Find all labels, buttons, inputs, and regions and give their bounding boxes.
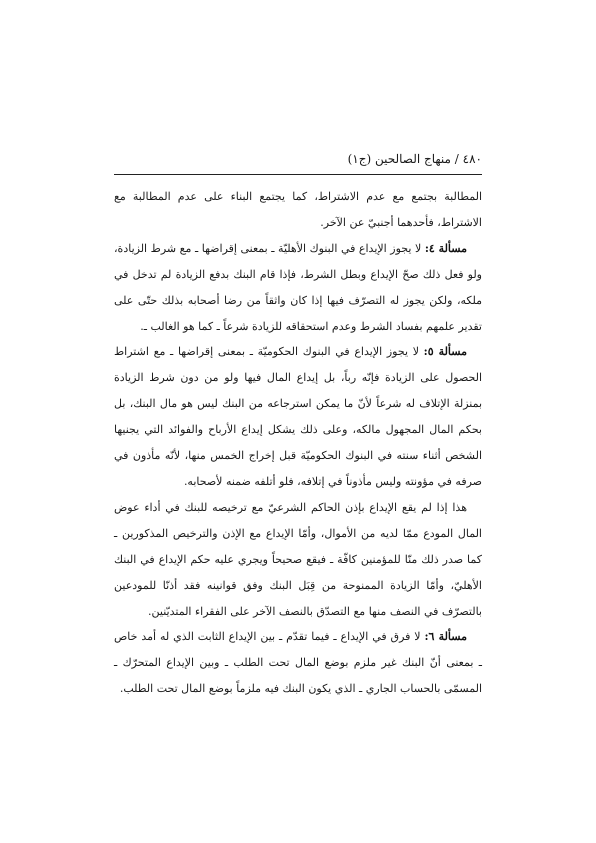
paragraph xyxy=(114,495,482,625)
paragraph-text: هذا إذا لم يقع الإيداع بإذن الحاكم الشرعيّ مع ترخيصه للبنك في أداء عوض المال المودع ممّا لديه من الأموال، وأمّا الإيداع مع الإذن والترخيص المذكورين ـ كما صدر ذلك منّا للمؤمنين كافّة ـ فيقع صحيحاً ويجري عليه حكم الإيداع في البنك الأهليّ، وأمّا الزيادة الممنوحة من قِبَل البنك وفق قوانينه فقد أذنّا للمودعين بالتصرّف في النصف منها مع التصدّق بالنصف الآخر على الفقراء المتديّنين. xyxy=(114,500,482,618)
issue-label: مسألة ٤: xyxy=(424,241,467,255)
issue-paragraph xyxy=(114,624,482,702)
body-text xyxy=(114,184,482,702)
issue-label: مسألة ٥: xyxy=(423,345,467,359)
paragraph-text: المطالبة بجتمع مع عدم الاشتراط، كما يجتمع البناء على عدم المطالبة مع الاشتراط، فأحدهما أجنبيّ عن الآخر. xyxy=(114,190,482,229)
issue-paragraph xyxy=(114,236,482,340)
paragraph xyxy=(114,184,482,236)
issue-paragraph xyxy=(114,339,482,494)
running-header: ٤٨٠ / منهاج الصالحين (ج١) xyxy=(347,152,482,166)
paragraph-text: لا فرق في الإيداع ـ فيما تقدّم ـ بين الإيداع الثابت الذي له أمد خاص ـ بمعنى أنّ البنك غير ملزم بوضع المال تحت الطلب ـ وبين الإيداع المتحرّك ـ المسمّى بالحساب الجاري ـ الذي يكون البنك فيه ملزماً بوضع المال تحت الطلب. xyxy=(114,630,482,696)
header-divider xyxy=(114,174,482,175)
paragraph-text: لا يجوز الإيداع في البنوك الحكوميّة ـ بمعنى إقراضها ـ مع اشتراط الحصول على الزيادة فإنّه رباً، بل إيداع المال فيها ولو من دون شرط الزيادة بمنزلة الإتلاف له شرعاً لأنّ ما يمكن استرجاعه من البنك ليس هو مال البنك، بل بحكم المال المجهول مالكه، وعلى ذلك يشكل إيداع الأرباح والفوائد التي يجنيها الشخص أثناء سنته في البنوك الحكوميّة قبل إخراج الخمس منها، لأنّه مأذون في صرفه في مؤونته وليس مأذوناً في إتلافه، فلو أتلفه ضمنه لأصحابه. xyxy=(114,345,482,488)
issue-label: مسألة ٦: xyxy=(424,630,467,644)
paragraph-text: لا يجوز الإيداع في البنوك الأهليّة ـ بمعنى إقراضها ـ مع شرط الزيادة، ولو فعل ذلك صحّ الإيداع وبطل الشرط، فإذا قام البنك بدفع الزيادة لم تدخل في ملكه، ولكن يجوز له التصرّف فيها إذا كان واثقاً من رضا أصحابه بذلك حتّى على تقدير علمهم بفساد الشرط وعدم استحقاقه للزيادة شرعاً ـ كما هو الغالب ـ. xyxy=(114,241,482,333)
